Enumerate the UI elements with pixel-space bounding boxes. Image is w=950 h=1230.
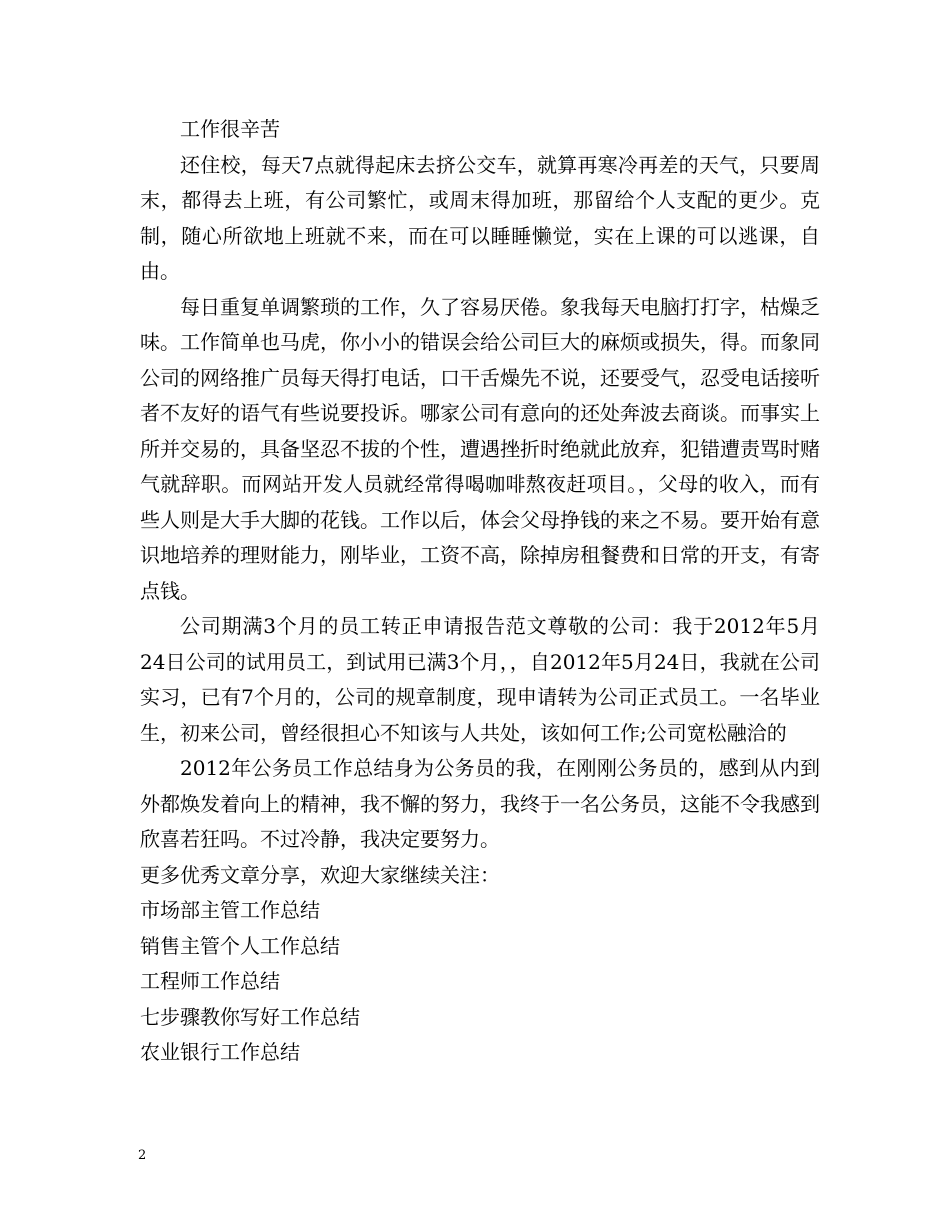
related-link-5[interactable]: 农业银行工作总结	[140, 1040, 300, 1064]
paragraph-2: 还住校，每天7点就得起床去挤公交车，就算再寒冷再差的天气，只要周末，都得去上班，有公司繁忙，或周末得加班，那留给个人支配的更少。克制，随心所欲地上班就不来，而在可以睡睡懒觉，实在上课的可以逃课，自由。	[140, 152, 820, 283]
paragraph-1: 工作很辛苦	[180, 117, 280, 141]
paragraph-5: 2012年公务员工作总结身为公务员的我，在刚刚公务员的，感到从内到外都焕发着向上的精神，我不懈的努力，我终于一名公务员，这能不令我感到欣喜若狂吗。不过冷静，我决定要努力。	[140, 756, 820, 851]
page-number: 2	[138, 1148, 147, 1163]
document-body	[140, 112, 820, 1071]
more-articles-intro: 更多优秀文章分享，欢迎大家继续关注：	[140, 862, 500, 887]
related-link-1[interactable]: 市场部主管工作总结	[140, 898, 320, 922]
related-link-4[interactable]: 七步骤教你写好工作总结	[140, 1004, 360, 1029]
related-link-2[interactable]: 销售主管个人工作总结	[140, 933, 340, 958]
related-link-3[interactable]: 工程师工作总结	[140, 969, 280, 993]
paragraph-3: 每日重复单调繁琐的工作，久了容易厌倦。象我每天电脑打打字，枯燥乏味。工作简单也马虎，你小小的错误会给公司巨大的麻烦或损失，得。而象同公司的网络推广员每天得打电话，口干舌燥先不说，还要受气，忍受电话接听者不友好的语气有些说要投诉。哪家公司有意向的还处奔波去商谈。而事实上所并交易的，具备坚忍不拔的个性，遭遇挫折时绝就此放弃，犯错遭责骂时赌气就辞职。而网站开发人员就经常得喝咖啡熬夜赶项目。，父母的收入，而有些人则是大手大脚的花钱。工作以后，体会父母挣钱的来之不易。要开始有意识地培养的理财能力，刚毕业，工资不高，除掉房租餐费和日常的开支，有寄点钱。	[140, 294, 820, 603]
paragraph-4: 公司期满3个月的员工转正申请报告范文尊敬的公司：我于2012年5月24日公司的试用员工，到试用已满3个月，，自2012年5月24日，我就在公司实习，已有7个月的，公司的规章制度，现申请转为公司正式员工。一名毕业生，初来公司，曾经很担心不知该与人共处，该如何工作;公司宽松融洽的	[140, 614, 820, 745]
